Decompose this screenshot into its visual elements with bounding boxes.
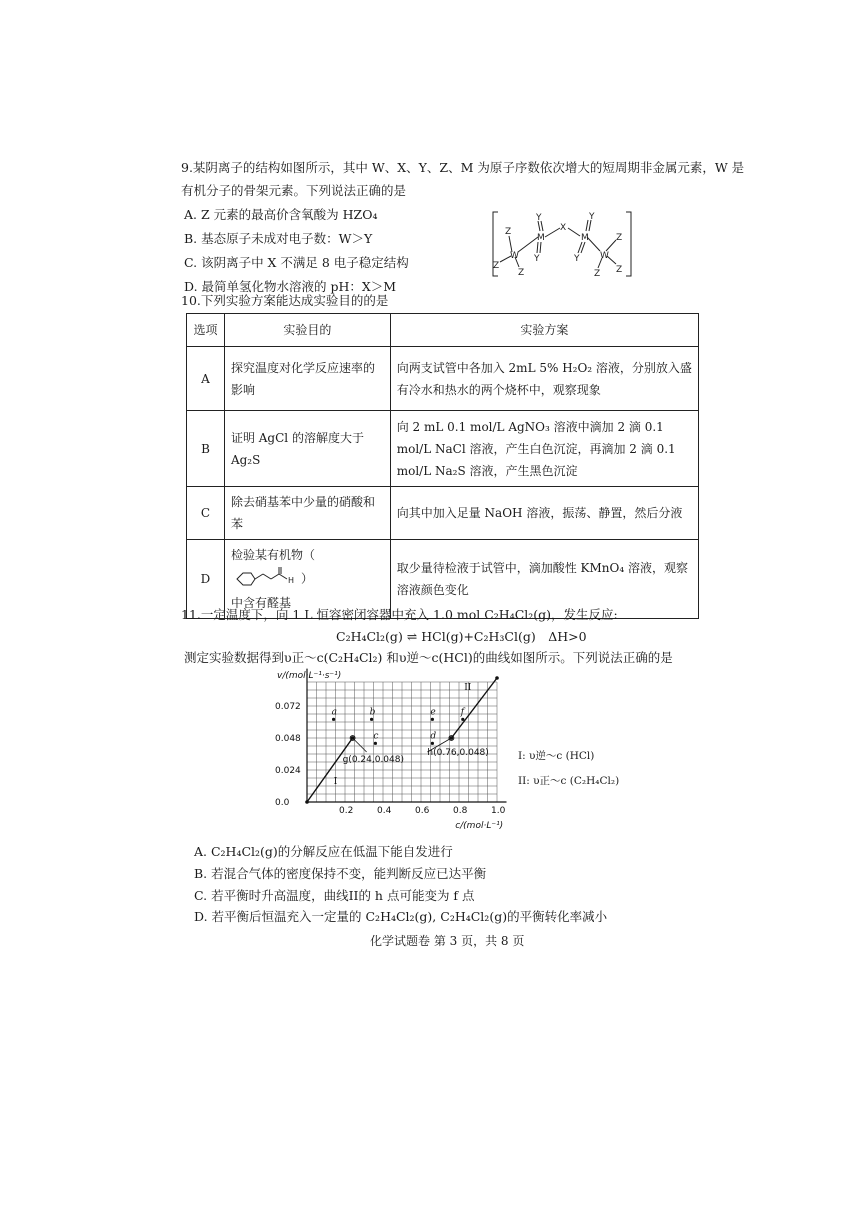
series-endpoint [495, 676, 499, 680]
y-tick-label: 0.024 [275, 766, 301, 776]
data-point-label: f [460, 707, 465, 718]
legend-series-1: I: υ逆～c (HCl) [518, 750, 595, 762]
x-axis-label: c/(mol·L⁻¹) [455, 821, 504, 831]
row-purpose: 除去硝基苯中少量的硝酸和苯 [224, 487, 390, 540]
cinnamaldehyde-structure-icon [231, 566, 301, 592]
row-plan: 取少量待检液于试管中，滴加酸性 KMnO₄ 溶液，观察溶液颜色变化 [390, 540, 698, 619]
q9-option-a: A. Z 元素的最高价含氧酸为 HZO₄ [184, 207, 378, 222]
x-tick-label: 0.2 [339, 806, 354, 816]
row-label: D [187, 540, 225, 619]
q9-option-c: C. 该阴离子中 X 不满足 8 电子稳定结构 [184, 255, 409, 270]
data-point-e [431, 718, 434, 721]
data-point-label: e [430, 707, 436, 718]
struct-y2: Y [534, 254, 540, 264]
struct-w-right: W [600, 251, 609, 261]
data-point-c [374, 742, 377, 745]
struct-y1: Y [536, 213, 542, 223]
struct-z1: Z [505, 227, 512, 237]
header-option: 选项 [187, 314, 225, 347]
x-tick-label: 0.4 [377, 806, 392, 816]
data-point-label: d [430, 731, 437, 742]
struct-z3: Z [518, 268, 525, 278]
q11-equation: C₂H₄Cl₂(g) ⇌ HCl(g)+C₂H₃Cl(g) ΔH>0 [336, 629, 587, 644]
struct-z5: Z [616, 265, 623, 275]
struct-m-right: M [581, 233, 589, 243]
data-point-b [370, 718, 373, 721]
row-plan: 向 2 mL 0.1 mol/L AgNO₃ 溶液中滴加 2 滴 0.1 mol/L NaCl 溶液，产生白色沉淀，再滴加 2 滴 0.1 mol/L Na₂S 溶液，产生黑色沉淀 [390, 411, 698, 487]
q9-stem-line1: 9.某阴离子的结构如图所示，其中 W、X、Y、Z、M 为原子序数依次增大的短周期非金属元素，W 是 [181, 160, 745, 175]
svg-text:H: H [287, 576, 294, 585]
series-line-II [451, 678, 497, 738]
purpose-part-c: 中含有醛基 [230, 596, 291, 610]
y-axis-label: v/(mol·L⁻¹·s⁻¹) [277, 671, 342, 681]
data-point-label: a [331, 707, 337, 718]
y-tick-label: 0.072 [275, 702, 301, 712]
header-plan: 实验方案 [390, 314, 698, 347]
anion-structure-diagram [490, 210, 634, 280]
struct-w-left: W [510, 251, 519, 261]
q9-option-b: B. 基态原子未成对电子数：W＞Y [184, 231, 373, 246]
q10-stem: 10.下列实验方案能达成实验目的的是 [181, 293, 389, 308]
y-tick-label: 0.048 [275, 734, 301, 744]
annotation-label: g(0.24,0.048) [342, 755, 405, 765]
experiment-table [186, 313, 699, 619]
annotation-label: h(0.76,0.048) [427, 748, 489, 758]
x-tick-label: 0.6 [415, 806, 430, 816]
purpose-part-b: ） [300, 571, 313, 586]
struct-y3: Y [589, 212, 595, 222]
x-tick-label: 1.0 [491, 806, 506, 816]
row-plan: 向其中加入足量 NaOH 溶液，振荡、静置，然后分液 [390, 487, 698, 540]
q11-option-c: C. 若平衡时升高温度，曲线II的 h 点可能变为 f 点 [194, 888, 475, 903]
struct-m-left: M [537, 233, 545, 243]
data-point-label: b [369, 707, 376, 718]
q11-option-b: B. 若混合气体的密度保持不变，能判断反应已达平衡 [194, 866, 487, 881]
q9-option-d: D. 最简单氢化物水溶液的 pH：X＞M [184, 279, 397, 294]
table-header-row [187, 314, 699, 347]
row-label: B [187, 411, 225, 487]
q11-option-a: A. C₂H₄Cl₂(g)的分解反应在低温下能自发进行 [194, 844, 453, 859]
data-point-a [332, 718, 335, 721]
data-point-f [461, 718, 464, 721]
q11-stem-line2: 测定实验数据得到υ正～c(C₂H₄Cl₂) 和υ逆～c(HCl)的曲线如图所示。下列说法正确的是 [184, 650, 673, 665]
struct-z4: Z [616, 233, 623, 243]
legend-series-2: II: υ正～c (C₂H₄Cl₂) [518, 775, 620, 787]
series-label: II [464, 683, 472, 693]
row-plan: 向两支试管中各加入 2mL 5% H₂O₂ 溶液，分别放入盛有冷水和热水的两个烧杯中，观察现象 [390, 347, 698, 411]
struct-x: X [560, 223, 567, 233]
q11-option-d: D. 若平衡后恒温充入一定量的 C₂H₄Cl₂(g), C₂H₄Cl₂(g)的平衡转化率减小 [194, 909, 608, 924]
table-row [187, 487, 699, 540]
row-purpose: 探究温度对化学反应速率的影响 [224, 347, 390, 411]
row-purpose: 证明 AgCl 的溶解度大于 Ag₂S [224, 411, 390, 487]
q11-stem-line1: 11.一定温度下，向 1 L 恒容密闭容器中充入 1.0 mol C₂H₄Cl₂(g)，发生反应: [181, 607, 618, 622]
y-tick-label: 0.0 [275, 798, 290, 808]
data-point-label: c [373, 731, 379, 742]
table-row [187, 411, 699, 487]
struct-z6: Z [594, 269, 601, 279]
row-label: A [187, 347, 225, 411]
struct-z2: Z [493, 261, 500, 271]
data-point-d [431, 742, 434, 745]
series-endpoint [305, 800, 309, 804]
page-footer: 化学试题卷 第 3 页，共 8 页 [370, 934, 525, 948]
struct-y4: Y [574, 254, 580, 264]
series-label: I [333, 777, 338, 787]
header-purpose: 实验目的 [224, 314, 390, 347]
row-label: C [187, 487, 225, 540]
table-row [187, 347, 699, 411]
x-tick-label: 0.8 [453, 806, 468, 816]
purpose-part-a: 检验某有机物（ [230, 548, 315, 562]
q9-stem-line2: 有机分子的骨架元素。下列说法正确的是 [181, 183, 407, 198]
